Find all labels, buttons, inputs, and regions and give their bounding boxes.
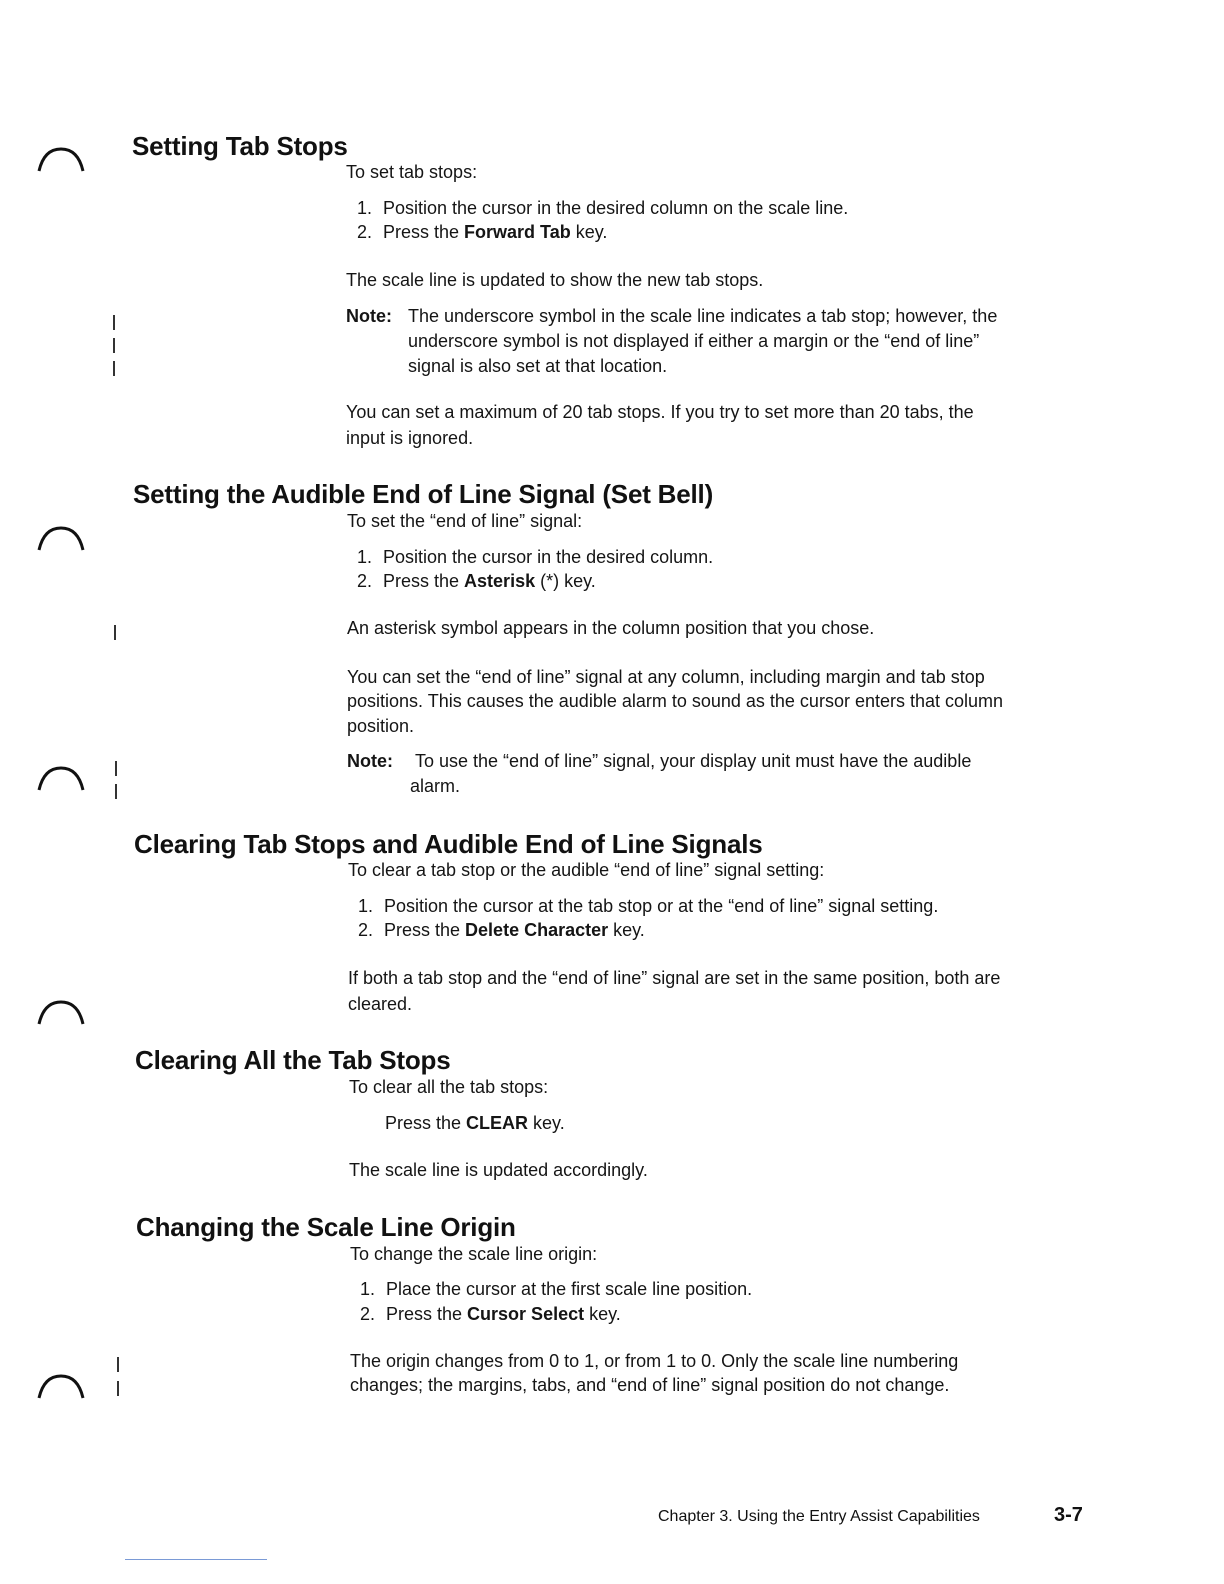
paragraph-line: changes; the margins, tabs, and “end of line” signal position do not change.	[350, 1375, 950, 1395]
list-text: key.	[584, 1304, 621, 1324]
list-text: (*) key.	[535, 571, 596, 591]
section-intro: To clear all the tab stops:	[349, 1077, 549, 1097]
paragraph: An asterisk symbol appears in the column position that you chose.	[347, 618, 875, 638]
list-number: 1.	[360, 1279, 376, 1299]
footer-chapter: Chapter 3. Using the Entry Assist Capabilities	[658, 1508, 980, 1525]
paragraph-line: cleared.	[348, 994, 413, 1014]
revision-bar	[114, 625, 116, 640]
list-text: Position the cursor in the desired column.	[383, 547, 714, 567]
list-number: 2.	[357, 571, 373, 591]
list-text: Press the	[384, 920, 466, 940]
revision-bar	[113, 315, 115, 330]
list-text: Press the	[385, 1113, 467, 1133]
list-number: 2.	[358, 920, 374, 940]
note-label: Note:	[346, 306, 392, 326]
list-number: 1.	[357, 198, 373, 218]
list-item	[357, 196, 848, 221]
list-number: 2.	[360, 1304, 376, 1324]
punch-hole-mark	[36, 143, 86, 173]
key-name: Forward Tab	[464, 222, 571, 242]
list-item	[357, 220, 607, 245]
list-number: 1.	[357, 547, 373, 567]
list-text: Press the	[386, 1304, 468, 1324]
note-line: The underscore symbol in the scale line indicates a tab stop; however, the	[408, 306, 998, 326]
punch-hole-mark	[36, 762, 86, 792]
note-line: To use the “end of line” signal, your display unit must have the audible	[415, 751, 972, 771]
paragraph-line: input is ignored.	[346, 428, 474, 448]
paragraph: The scale line is updated accordingly.	[349, 1160, 648, 1180]
list-item	[357, 545, 713, 570]
paragraph-line: You can set a maximum of 20 tab stops. If you try to set more than 20 tabs, the	[346, 402, 974, 422]
list-text: Position the cursor in the desired column on the scale line.	[383, 198, 849, 218]
punch-hole-mark	[36, 996, 86, 1026]
paragraph-line: If both a tab stop and the “end of line” signal are set in the same position, both are	[348, 968, 1001, 988]
list-item	[358, 918, 645, 943]
list-item	[358, 894, 938, 919]
note-label: Note:	[347, 751, 393, 771]
revision-bar	[117, 1381, 119, 1396]
section-intro: To set the “end of line” signal:	[347, 511, 583, 531]
list-item	[357, 569, 596, 594]
revision-bar	[117, 1357, 119, 1372]
list-text: Place the cursor at the first scale line position.	[386, 1279, 753, 1299]
revision-bar	[113, 361, 115, 376]
list-text: key.	[528, 1113, 565, 1133]
key-name: CLEAR	[466, 1113, 529, 1133]
note-line: alarm.	[410, 776, 461, 796]
list-item	[360, 1302, 621, 1327]
list-item	[385, 1111, 565, 1136]
list-item	[360, 1277, 752, 1302]
list-text: key.	[608, 920, 645, 940]
paragraph-line: You can set the “end of line” signal at any column, including margin and tab stop	[347, 667, 985, 687]
key-name: Cursor Select	[467, 1304, 585, 1324]
list-number: 1.	[358, 896, 374, 916]
punch-hole-mark	[36, 522, 86, 552]
section-intro: To set tab stops:	[346, 162, 478, 182]
paragraph-line: position.	[347, 716, 415, 736]
section-intro: To change the scale line origin:	[350, 1244, 598, 1264]
paragraph: The scale line is updated to show the new tab stops.	[346, 270, 764, 290]
section-heading: Setting Tab Stops	[132, 131, 348, 161]
list-text: Press the	[383, 222, 465, 242]
list-text: Position the cursor at the tab stop or at the “end of line” signal setting.	[384, 896, 939, 916]
list-text: key.	[570, 222, 608, 242]
revision-bar	[115, 761, 117, 776]
key-name: Delete Character	[465, 920, 609, 940]
section-heading: Clearing All the Tab Stops	[135, 1045, 451, 1075]
revision-bar	[115, 784, 117, 799]
page-number: 3-7	[1054, 1504, 1083, 1526]
paragraph-line: positions. This causes the audible alarm to sound as the cursor enters that column	[347, 691, 1004, 711]
list-number: 2.	[357, 222, 373, 242]
note-line: signal is also set at that location.	[408, 356, 668, 376]
key-name: Asterisk	[464, 571, 536, 591]
revision-bar	[113, 338, 115, 353]
section-intro: To clear a tab stop or the audible “end of line” signal setting:	[348, 860, 825, 880]
note-line: underscore symbol is not displayed if either a margin or the “end of line”	[408, 331, 980, 351]
bottom-rule	[125, 1559, 267, 1560]
list-text: Press the	[383, 571, 465, 591]
section-heading: Setting the Audible End of Line Signal (Set Bell)	[133, 479, 714, 509]
paragraph-line: The origin changes from 0 to 1, or from 1 to 0. Only the scale line numbering	[350, 1351, 959, 1371]
section-heading: Clearing Tab Stops and Audible End of Line Signals	[134, 829, 763, 859]
punch-hole-mark	[36, 1370, 86, 1400]
section-heading: Changing the Scale Line Origin	[136, 1212, 516, 1242]
